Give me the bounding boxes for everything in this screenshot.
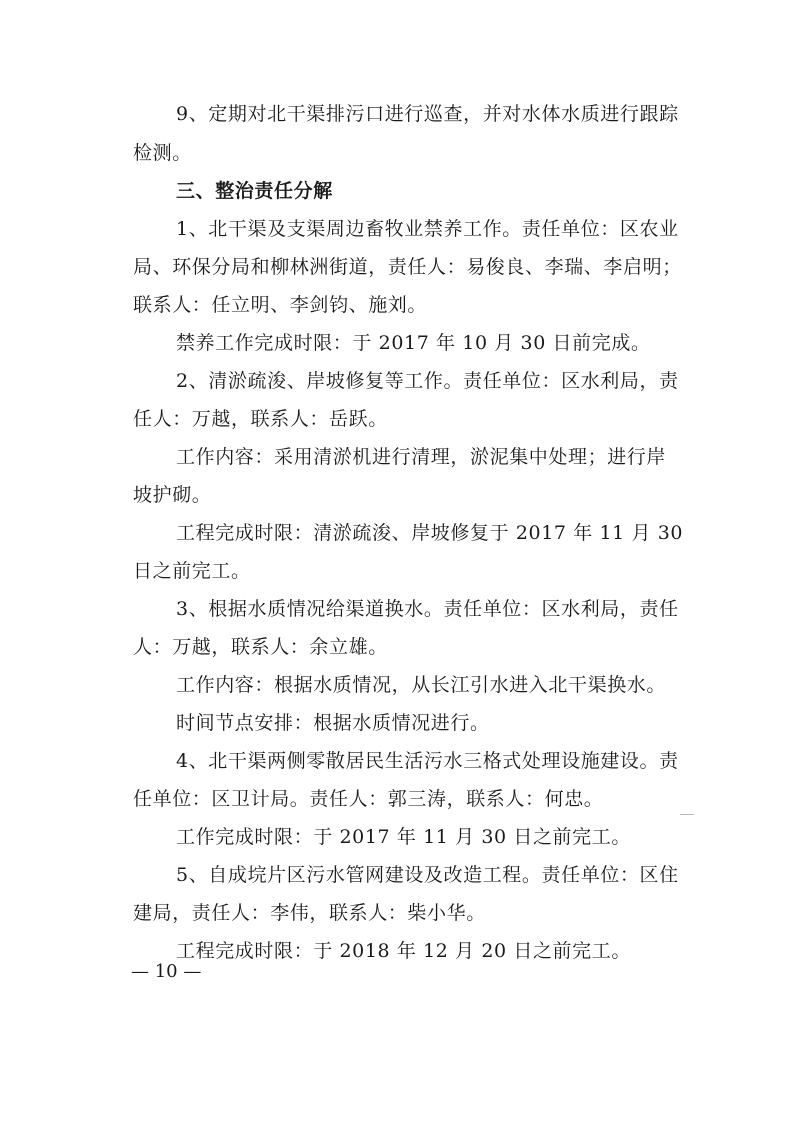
paragraph-line: 建局，责任人：李伟，联系人：柴小华。 [133, 902, 486, 924]
paragraph-line: 联系人：任立明、李剑钧、施刘。 [133, 294, 428, 316]
paragraph-line: 工作内容：采用清淤机进行清理，淤泥集中处理；进行岸 [176, 446, 667, 468]
scan-mark [680, 814, 694, 815]
paragraph-line: 4、北干渠两侧零散居民生活污水三格式处理设施建设。责 [176, 750, 679, 772]
paragraph-line: 1、北干渠及支渠周边畜牧业禁养工作。责任单位：区农业 [176, 218, 679, 240]
paragraph-line: 检测。 [133, 142, 192, 164]
paragraph-line: 工作完成时限：于 2017 年 11 月 30 日之前完工。 [176, 826, 631, 848]
paragraph-line: 时间节点安排：根据水质情况进行。 [176, 712, 490, 734]
section-heading: 三、整治责任分解 [176, 180, 333, 202]
paragraph-line: 坡护砌。 [133, 484, 212, 506]
paragraph-line: 2、清淤疏浚、岸坡修复等工作。责任单位：区水利局，责 [176, 370, 679, 392]
paragraph-line: 任人：万越，联系人：岳跃。 [133, 408, 388, 430]
page-number: — 10 — [131, 961, 202, 982]
paragraph-line: 任单位：区卫计局。责任人：郭三涛，联系人：何忠。 [133, 788, 604, 810]
paragraph-line: 日之前完工。 [133, 560, 251, 582]
paragraph-line: 禁养工作完成时限：于 2017 年 10 月 30 日前完成。 [176, 332, 651, 354]
paragraph-line: 9、定期对北干渠排污口进行巡查，并对水体水质进行跟踪 [176, 103, 679, 125]
paragraph-line: 工程完成时限：清淤疏浚、岸坡修复于 2017 年 11 月 30 [176, 522, 684, 544]
paragraph-line: 工作内容：根据水质情况，从长江引水进入北干渠换水。 [176, 674, 667, 696]
paragraph-line: 3、根据水质情况给渠道换水。责任单位：区水利局，责任 [176, 598, 679, 620]
paragraph-line: 人：万越，联系人：余立雄。 [133, 636, 388, 658]
paragraph-line: 局、环保分局和柳林洲街道，责任人：易俊良、李瑞、李启明； [133, 256, 682, 278]
paragraph-line: 工程完成时限：于 2018 年 12 月 20 日之前完工。 [176, 940, 631, 962]
paragraph-line: 5、自成垸片区污水管网建设及改造工程。责任单位：区住 [176, 864, 679, 886]
